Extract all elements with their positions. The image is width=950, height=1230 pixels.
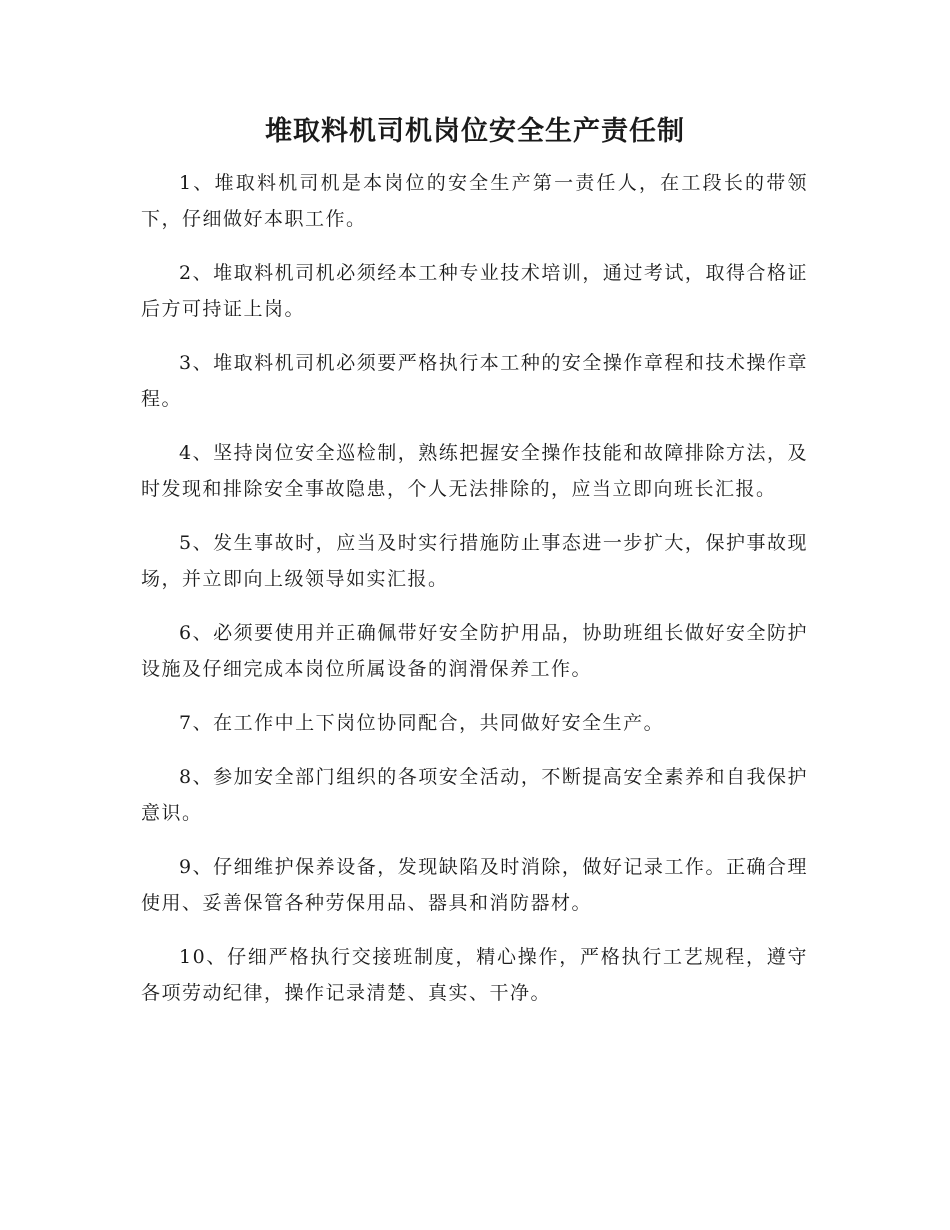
clause-6: 6、必须要使用并正确佩带好安全防护用品，协助班组长做好安全防护设施及仔细完成本岗位所属设备的润滑保养工作。 (141, 622, 808, 680)
clause-list (141, 165, 808, 1029)
clause-4: 4、坚持岗位安全巡检制，熟练把握安全操作技能和故障排除方法，及时发现和排除安全事故隐患，个人无法排除的，应当立即向班长汇报。 (141, 442, 808, 500)
clause-2: 2、堆取料机司机必须经本工种专业技术培训，通过考试，取得合格证后方可持证上岗。 (141, 262, 808, 320)
clause-8: 8、参加安全部门组织的各项安全活动，不断提高安全素养和自我保护意识。 (141, 766, 808, 824)
clause-3: 3、堆取料机司机必须要严格执行本工种的安全操作章程和技术操作章程。 (141, 352, 808, 410)
clause-9: 9、仔细维护保养设备，发现缺陷及时消除，做好记录工作。正确合理使用、妥善保管各种劳保用品、器具和消防器材。 (141, 856, 808, 914)
clause-1: 1、堆取料机司机是本岗位的安全生产第一责任人，在工段长的带领下，仔细做好本职工作。 (141, 172, 808, 230)
clause-5: 5、发生事故时，应当及时实行措施防止事态进一步扩大，保护事故现场，并立即向上级领导如实汇报。 (141, 532, 808, 590)
clause-7: 7、在工作中上下岗位协同配合，共同做好安全生产。 (179, 712, 665, 734)
clause-10: 10、仔细严格执行交接班制度，精心操作，严格执行工艺规程，遵守各项劳动纪律，操作记录清楚、真实、干净。 (141, 946, 808, 1004)
document-title: 堆取料机司机岗位安全生产责任制 (265, 116, 685, 147)
